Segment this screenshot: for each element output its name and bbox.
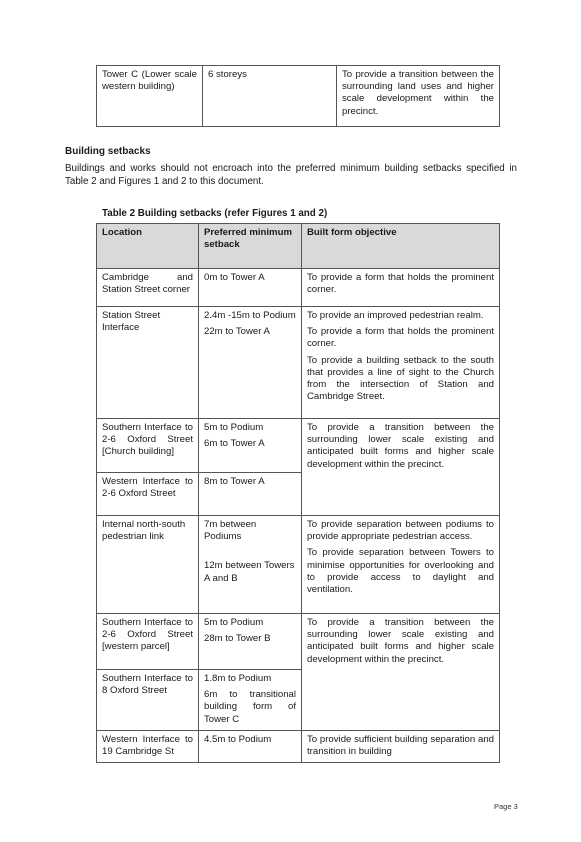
setback-cell bbox=[199, 614, 302, 670]
setback-cell bbox=[199, 269, 302, 307]
table-row bbox=[97, 614, 500, 670]
column-header-setback: Preferred minimum setback bbox=[199, 224, 302, 269]
setback-item: 12m between Towers A and B bbox=[204, 560, 295, 584]
location-cell: Tower C (Lower scale western building) bbox=[97, 66, 203, 127]
table-row bbox=[97, 516, 500, 614]
setback-item: 22m to Tower A bbox=[204, 326, 270, 338]
objective-cell bbox=[302, 269, 500, 307]
location-cell: Southern Interface to 2-6 Oxford Street [Church building] bbox=[97, 419, 199, 473]
objective-item: To provide sufficient building separation and transition in building bbox=[307, 734, 494, 758]
objective-item: To provide a form that holds the prominent corner. bbox=[307, 326, 494, 350]
location-cell: Western Interface to 19 Cambridge St bbox=[97, 731, 199, 763]
objective-cell bbox=[302, 731, 500, 763]
setback-cell bbox=[199, 419, 302, 473]
setback-item: 5m to Podium bbox=[204, 422, 264, 433]
setback-item: 2.4m -15m to Podium bbox=[204, 310, 296, 321]
objective-cell bbox=[302, 614, 500, 731]
setback-cell: 6 storeys bbox=[203, 66, 337, 127]
location-cell: Southern Interface to 2-6 Oxford Street [western parcel] bbox=[97, 614, 199, 670]
objective-item: To provide an improved pedestrian realm. bbox=[307, 310, 484, 321]
setback-item: 6m to Tower A bbox=[204, 438, 265, 450]
objective-item: To provide a transition between the surrounding lower scale existing and anticipated built forms and higher scale development within the precinct. bbox=[307, 617, 494, 665]
objective-cell: To provide a transition between the surrounding land uses and higher scale development within the precinct. bbox=[337, 66, 500, 127]
objective-item: To provide separation between podiums to provide appropriate pedestrian access. bbox=[307, 519, 494, 543]
location-cell: Western Interface to 2-6 Oxford Street bbox=[97, 473, 199, 516]
table-caption: Table 2 Building setbacks (refer Figures 1 and 2) bbox=[102, 208, 328, 219]
setbacks-table bbox=[96, 223, 500, 763]
column-header-location: Location bbox=[97, 224, 199, 269]
table-row bbox=[97, 66, 500, 127]
objective-item: To provide a building setback to the south that provides a line of sight to the Church from the intersection of Station and Cambridge Street. bbox=[307, 354, 494, 403]
table-row bbox=[97, 269, 500, 307]
setback-cell bbox=[199, 307, 302, 419]
setback-cell bbox=[199, 670, 302, 731]
setback-item: 5m to Podium bbox=[204, 617, 264, 628]
objective-item: To provide a form that holds the prominent corner. bbox=[307, 272, 494, 296]
location-cell: Southern Interface to 8 Oxford Street bbox=[97, 670, 199, 731]
setback-item: 1.8m to Podium bbox=[204, 673, 272, 684]
section-paragraph: Buildings and works should not encroach into the preferred minimum building setbacks specified in Table 2 and Figures 1 and 2 to this document. bbox=[65, 163, 517, 187]
section-heading: Building setbacks bbox=[65, 146, 151, 157]
location-cell: Station Street Interface bbox=[97, 307, 199, 419]
page-number: Page 3 bbox=[494, 802, 518, 811]
setback-item: 6m to transitional building form of Tower C bbox=[204, 689, 296, 725]
table-row bbox=[97, 307, 500, 419]
objective-cell bbox=[302, 419, 500, 516]
setback-item: 4.5m to Podium bbox=[204, 734, 272, 745]
table-row bbox=[97, 419, 500, 473]
location-cell: Internal north-south pedestrian link bbox=[97, 516, 199, 614]
objective-cell bbox=[302, 307, 500, 419]
setback-item: 0m to Tower A bbox=[204, 272, 265, 283]
setback-item: 28m to Tower B bbox=[204, 633, 271, 645]
setback-item: 7m between Podiums bbox=[204, 519, 257, 543]
setback-item: 8m to Tower A bbox=[204, 476, 265, 487]
setback-cell bbox=[199, 731, 302, 763]
objective-item: To provide separation between Towers to minimise opportunities for overlooking and to provide access to daylight and ventilation. bbox=[307, 547, 494, 596]
setback-cell bbox=[199, 473, 302, 516]
location-cell: Cambridge and Station Street corner bbox=[97, 269, 199, 307]
objective-item: To provide a transition between the surrounding lower scale existing and anticipated built forms and higher scale development within the precinct. bbox=[307, 422, 494, 470]
objective-cell bbox=[302, 516, 500, 614]
table-header-row bbox=[97, 224, 500, 269]
table-row bbox=[97, 731, 500, 763]
continued-table bbox=[96, 65, 500, 127]
column-header-objective: Built form objective bbox=[302, 224, 500, 269]
setback-cell bbox=[199, 516, 302, 614]
